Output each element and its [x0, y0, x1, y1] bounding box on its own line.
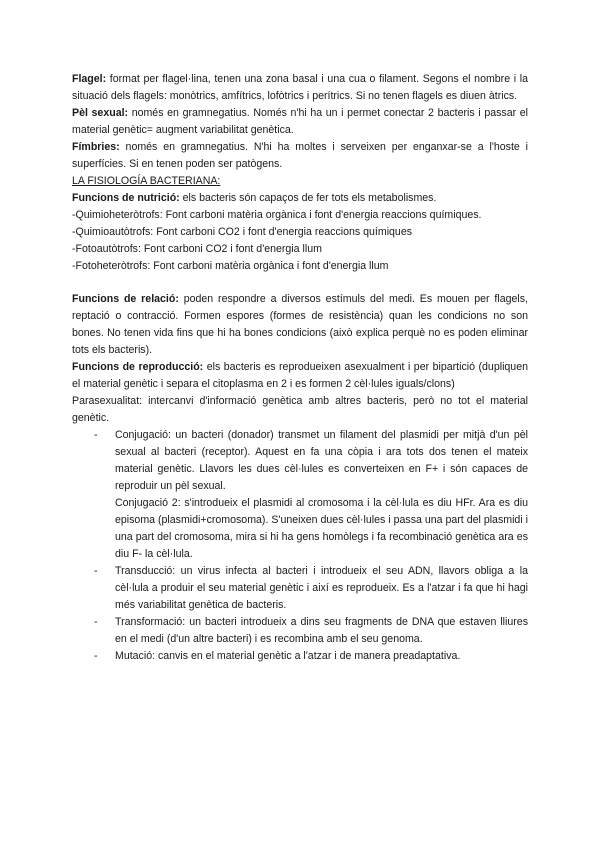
paragraph-flagel: Flagel: format per flagel·lina, tenen una zona basal i una cua o filament. Segons el nombre i la situació dels flagels: monòtrics, amfítrics, lofòtrics i perítrics. Si no tenen flagels es diuen àtrics. — [72, 73, 528, 102]
section-heading-fisiologia: LA FISIOLOGÍA BACTERIANA: — [72, 175, 221, 187]
list-item-conjugacio: - Conjugació: un bacteri (donador) transmet un filament del plasmidi per mitjà d'un pèl sexual al bacteri (receptor). Aquest en fa una còpia i ara tots dos tenen el mateix material genètic. Llavors les dues cèl·lules es converteixen en F+ i són capaces de reproduir un pèl sexual. Conjugació 2: s'introdueix el plasmidi al cromosoma i la cèl·lula es diu HFr. Ara es diu episoma (plasmidi+cromosoma). S'uneixen dues cèl·lules i passa una part del plasmidi i una part del cromosoma, mira si hi ha gens homòlegs i fa recombinació genètica ara es diu F- la cèl·lula. — [94, 427, 528, 563]
term-relacio: Funcions de relació: — [72, 293, 179, 305]
term-flagel: Flagel: — [72, 73, 107, 85]
list-item-transduccio: - Transducció: un virus infecta al bacteri i introdueix el seu ADN, llavors obliga a la cèl·lula a produir el seu material genètic i així es reprodueix. Es a l'atzar i fa que hi hagi més variabilitat genètica de bacteris. — [94, 565, 528, 611]
metabolism-line: -Quimioheteròtrofs: Font carboni matèria orgànica i font d'energia reaccions químiques. — [72, 209, 482, 221]
term-nutricio: Funcions de nutrició: — [72, 192, 180, 204]
paragraph-parasexualitat: Parasexualitat: intercanvi d'informació genètica amb altres bacteris, però no tot el material genètic. — [72, 395, 528, 424]
process-list — [72, 427, 528, 665]
list-item-transformacio: - Transformació: un bacteri introdueix a dins seu fragments de DNA que estaven lliures en el medi (d'un altre bacteri) i es recombina amb el seu genoma. — [94, 616, 528, 645]
spacer — [72, 275, 528, 291]
paragraph-pel-sexual: Pèl sexual: només en gramnegatius. Només n'hi ha un i permet conectar 2 bacteris i passar el material genètic= augment variabilitat genètica. — [72, 107, 529, 136]
metabolism-line: -Quimioautòtrofs: Font carboni CO2 i font d'energia reaccions químiques — [72, 226, 413, 238]
paragraph-reproduccio: Funcions de reproducció: els bacteris es reprodueixen asexualment i per bipartició (dupliquen el material genètic i separa el citoplasma en 2 i es formen 2 cèl·lules iguals/clons) — [72, 361, 528, 390]
dash-bullet: - — [94, 650, 98, 662]
dash-bullet: - — [94, 616, 98, 628]
paragraph-fimbries: Fímbries: només en gramnegatius. N'hi ha moltes i serveixen per enganxar-se a l'hoste i superfícies. Si en tenen poden ser patògens. — [72, 141, 528, 170]
list-item-mutacio: - Mutació: canvis en el material genètic a l'atzar i de manera preadaptativa. — [94, 648, 528, 665]
term-pel-sexual: Pèl sexual: — [72, 107, 129, 119]
term-reproduccio: Funcions de reproducció: — [72, 361, 204, 373]
paragraph-relacio: Funcions de relació: poden respondre a diversos estímuls del medi. Es mouen per flagels, reptació o contracció. Formen espores (formes de resistència) quan les condicions no son bones. No tenen vida fins que hi ha bones condicions (això explica perquè no es poden eliminar tots els bacteris). — [72, 293, 528, 356]
paragraph-nutricio: Funcions de nutrició: els bacteris són capaços de fer tots els metabolismes. — [72, 192, 437, 204]
metabolism-line: -Fotoautòtrofs: Font carboni CO2 i font d'energia llum — [72, 243, 322, 255]
dash-bullet: - — [94, 565, 98, 577]
dash-bullet: - — [94, 429, 98, 441]
list-item-conjugacio-2: Conjugació 2: s'introdueix el plasmidi al cromosoma i la cèl·lula es diu HFr. Ara es diu episoma (plasmidi+cromosoma). S'uneixen dues cèl·lules i passa una part del plasmidi i una part del cromosoma, mira si hi ha gens homòlegs i fa recombinació genètica ara es diu F- la cèl·lula. — [115, 497, 528, 560]
term-fimbries: Fímbries: — [72, 141, 120, 153]
metabolism-line: -Fotoheteròtrofs: Font carboni matèria orgànica i font d'energia llum — [72, 260, 389, 272]
